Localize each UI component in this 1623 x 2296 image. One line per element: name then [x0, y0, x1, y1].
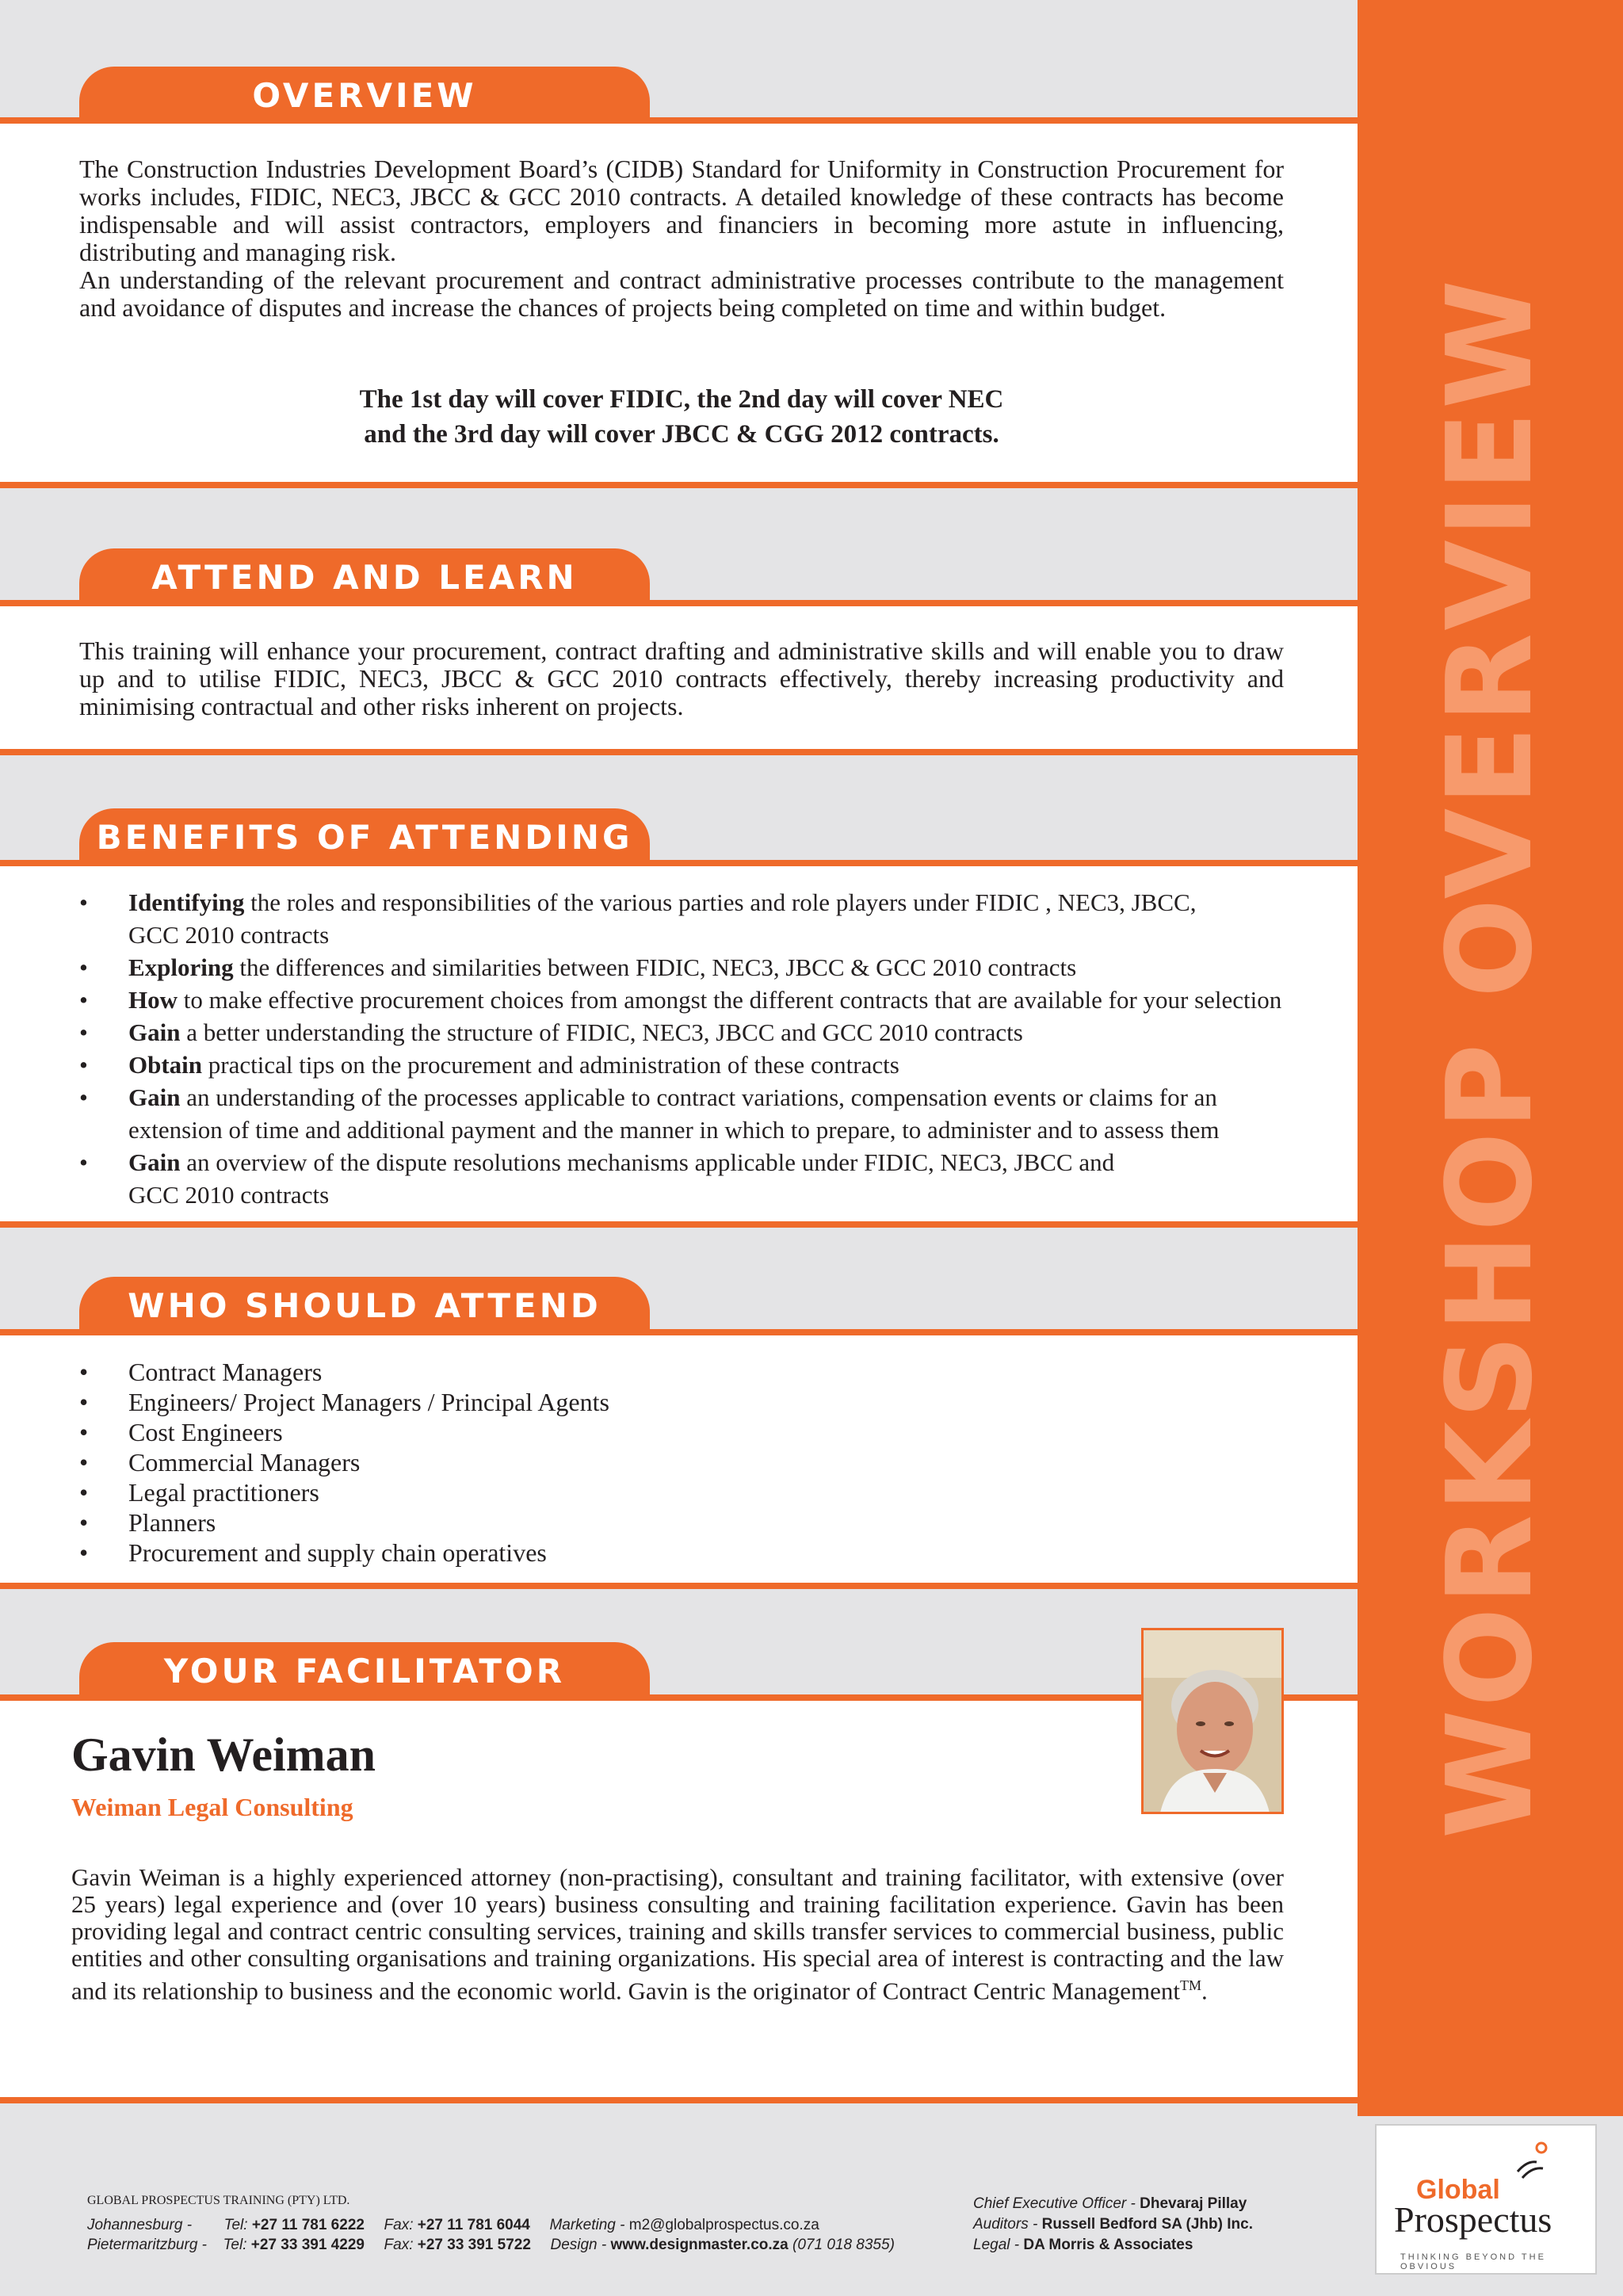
- benefits-heading: BENEFITS OF ATTENDING: [96, 817, 633, 857]
- list-item: • How to make effective procurement choices from amongst the different contracts that are available for your selection: [79, 984, 1347, 1016]
- list-item: • Gain an overview of the dispute resolutions mechanisms applicable under FIDIC, NEC3, JBCC and GCC 2010 contracts: [79, 1146, 1347, 1211]
- footer-legal-row: Legal - DA Morris & Associates: [973, 2237, 1193, 2253]
- footer-pietermaritzburg-row: Pietermaritzburg - Tel: +27 33 391 4229 Fax: +27 33 391 5722 Design - www.designmaster.co.za (071 018 8355): [87, 2237, 895, 2253]
- footer-johannesburg-row: Johannesburg - Tel: +27 11 781 6222 Fax: +27 11 781 6044 Marketing - m2@globalprospectus.co.za: [87, 2217, 819, 2233]
- attend-heading-tab: [79, 548, 650, 606]
- facilitator-heading: YOUR FACILITATOR: [163, 1651, 566, 1690]
- benefits-heading-tab: [79, 808, 650, 865]
- list-item: • Obtain practical tips on the procurement and administration of these contracts: [79, 1049, 1347, 1081]
- who-heading-tab: [79, 1277, 650, 1334]
- facilitator-company: Weiman Legal Consulting: [71, 1793, 353, 1821]
- list-item: • Gain a better understanding the structure of FIDIC, NEC3, JBCC and GCC 2010 contracts: [79, 1016, 1347, 1049]
- list-item: • Legal practitioners: [79, 1477, 1109, 1507]
- list-item: • Engineers/ Project Managers / Principal Agents: [79, 1387, 1109, 1417]
- list-item: • Identifying the roles and responsibilities of the various parties and role players under FIDIC , NEC3, JBCC, GCC 2010 contracts: [79, 886, 1347, 951]
- overview-paragraph-2: An understanding of the relevant procurement and contract administrative processes contribute to the management and avoidance of disputes and increase the chances of projects being completed on time and within budget.: [79, 266, 1284, 322]
- facilitator-bio: Gavin Weiman is a highly experienced attorney (non-practising), consultant and training facilitator, with extensive (over 25 years) legal experience and (over 10 years) business consulting and training facilitation experience. Gavin has been providing legal and contract centric consulting services, training and skills transfer services to commercial business, public entities and other consulting organisations and training organizations. His special area of interest is contracting and the law and its relationship to business and the economic world. Gavin is the originator of Contract Centric Management™.: [71, 1863, 1284, 2005]
- list-item: • Gain an understanding of the processes applicable to contract variations, compensation events or claims for an extension of time and additional payment and the manner in which to prepare, to administer and to assess them: [79, 1081, 1347, 1146]
- list-item: • Planners: [79, 1507, 1109, 1538]
- footer-ceo-row: Chief Executive Officer - Dhevaraj Pillay: [973, 2195, 1247, 2212]
- facilitator-photo: [1141, 1628, 1284, 1814]
- footer-company: GLOBAL PROSPECTUS TRAINING (PTY) LTD.: [87, 2194, 350, 2207]
- overview-schedule-line-2: and the 3rd day will cover JBCC & CGG 2012 contracts.: [364, 420, 999, 449]
- logo-prospectus-word: Prospectus: [1394, 2199, 1552, 2240]
- global-prospectus-logo: [1375, 2124, 1597, 2275]
- attend-paragraph: This training will enhance your procurement, contract drafting and administrative skills and will enable you to draw up and to utilise FIDIC, NEC3, JBCC & GCC 2010 contracts effectively, thereby increasing productivity and minimising contractual and other risks inherent on projects.: [79, 636, 1284, 720]
- list-item: • Exploring the differences and similarities between FIDIC, NEC3, JBCC & GCC 2010 contracts: [79, 951, 1347, 984]
- who-list: [79, 1357, 1109, 1568]
- overview-heading: OVERVIEW: [252, 75, 477, 115]
- design-link[interactable]: www.designmaster.co.za: [610, 2237, 789, 2253]
- overview-heading-tab: [79, 67, 650, 124]
- footer-auditors-row: Auditors - Russell Bedford SA (Jhb) Inc.: [973, 2216, 1253, 2233]
- facilitator-heading-tab: [79, 1642, 650, 1699]
- list-item: • Cost Engineers: [79, 1417, 1109, 1447]
- list-item: • Commercial Managers: [79, 1447, 1109, 1477]
- list-item: • Procurement and supply chain operatives: [79, 1538, 1109, 1568]
- sidebar-title: WORKSHOP OVERVIEW: [1422, 277, 1558, 1839]
- logo-tagline: THINKING BEYOND THE OBVIOUS: [1400, 2252, 1546, 2271]
- list-item: • Contract Managers: [79, 1357, 1109, 1387]
- facilitator-name: Gavin Weiman: [71, 1729, 376, 1781]
- who-heading: WHO SHOULD ATTEND: [128, 1286, 601, 1325]
- signal-icon: [1511, 2137, 1559, 2184]
- portrait-illustration: [1144, 1630, 1284, 1814]
- benefits-list: [79, 886, 1347, 1211]
- overview-paragraph-1: The Construction Industries Development Board’s (CIDB) Standard for Uniformity in Construction Procurement for works includes, FIDIC, NEC3, JBCC & GCC 2010 contracts. A detailed knowledge of these contracts has become indispensable and will assist contractors, employers and financiers in becoming more astute in influencing, distributing and managing risk.: [79, 155, 1284, 266]
- logo-global-word: Global: [1416, 2175, 1500, 2205]
- attend-heading: ATTEND AND LEARN: [151, 557, 578, 597]
- overview-schedule-line-1: The 1st day will cover FIDIC, the 2nd day will cover NEC: [359, 385, 1004, 414]
- marketing-email[interactable]: m2@globalprospectus.co.za: [628, 2217, 819, 2233]
